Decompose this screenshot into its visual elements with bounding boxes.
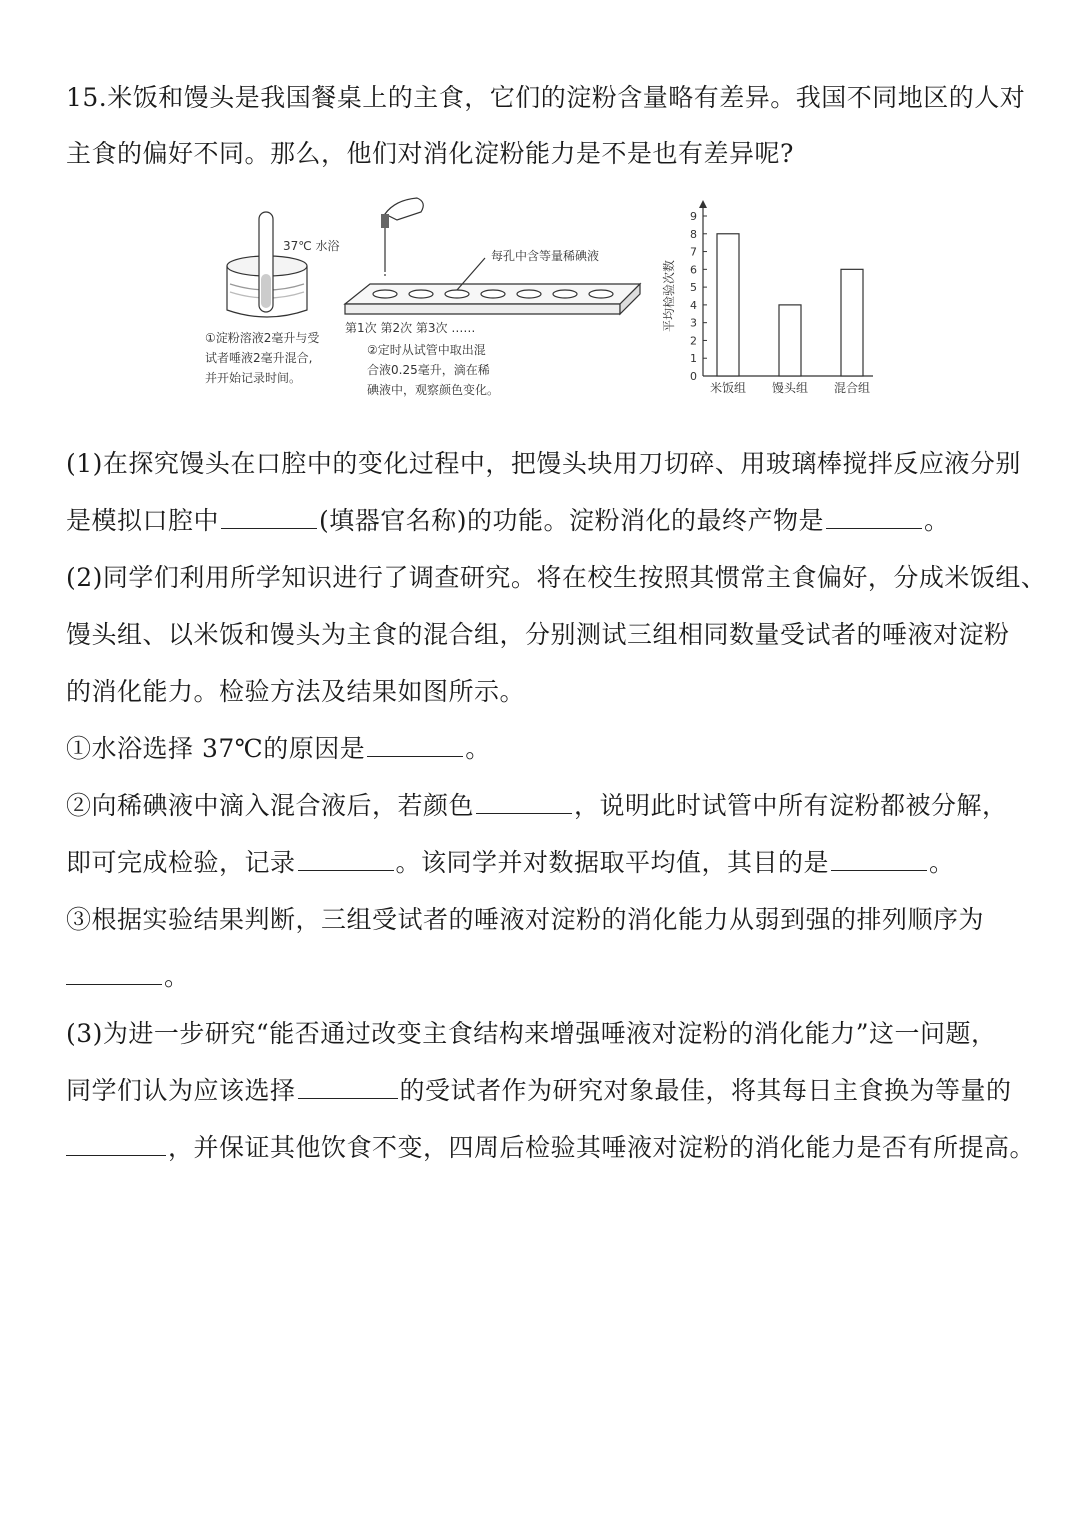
y-tick-label: 9 (690, 210, 697, 223)
sub-question-3-line2 (66, 961, 190, 993)
text-segment: 。 (929, 848, 955, 877)
water-bath-icon (227, 212, 307, 317)
spot-plate-icon (345, 258, 640, 314)
sub-question-2-line2 (66, 847, 955, 879)
y-tick-label: 1 (690, 352, 697, 366)
part2-line2: 馒头组、以米饭和馒头为主食的混合组，分别测试三组相同数量受试者的唾液对淀粉 (66, 620, 1010, 649)
text-segment: 。该同学并对数据取平均值，其目的是 (395, 848, 830, 877)
answer-blank-food[interactable] (66, 1133, 166, 1156)
sub-question-2-line1 (66, 790, 1008, 822)
answer-blank-organ[interactable] (221, 506, 317, 529)
sub-question-3-line1: ③根据实验结果判断，三组受试者的唾液对淀粉的消化能力从弱到强的排列顺序为 (66, 905, 985, 934)
bar (779, 305, 801, 376)
text-segment: ①水浴选择 37℃的原因是 (66, 734, 366, 763)
y-tick-label: 7 (690, 245, 697, 259)
category-label: 混合组 (833, 381, 871, 395)
step2-line1: ②定时从试管中取出混 (367, 343, 486, 357)
experiment-figure (195, 192, 885, 407)
category-label: 馒头组 (771, 381, 809, 395)
part2-line1: (2)同学们利用所学知识进行了调查研究。将在校生按照其惯常主食偏好，分成米饭组、 (66, 563, 1047, 592)
part1-line2 (66, 505, 950, 537)
y-tick-label: 6 (690, 263, 697, 277)
y-tick-label: 2 (690, 334, 697, 348)
y-tick-label: 5 (690, 281, 697, 295)
answer-blank-order[interactable] (66, 962, 162, 985)
step1-line1: ①淀粉溶液2毫升与受 (205, 331, 320, 345)
text-segment: 同学们认为应该选择 (66, 1076, 296, 1105)
y-tick-label: 4 (690, 298, 697, 312)
step2-line2: 合液0.25毫升，滴在稀 (367, 363, 490, 377)
step1-line3: 并开始记录时间。 (205, 371, 302, 385)
answer-blank-record[interactable] (298, 848, 394, 871)
answer-blank-subjects[interactable] (298, 1076, 398, 1099)
answer-blank-purpose[interactable] (831, 848, 927, 871)
answer-blank-color[interactable] (476, 791, 572, 814)
text-segment: ②向稀碘液中滴入混合液后，若颜色 (66, 791, 475, 820)
text-segment: (填器官名称)的功能。淀粉消化的最终产物是 (319, 506, 825, 535)
bar (717, 234, 739, 376)
trial-labels: 第1次 第2次 第3次 …… (345, 321, 476, 335)
part3-line2 (66, 1075, 1012, 1107)
part2-line3: 的消化能力。检验方法及结果如图所示。 (66, 677, 526, 706)
bath-label: 37℃ 水浴 (283, 239, 340, 253)
question-line-1: 15.米饭和馒头是我国餐桌上的主食，它们的淀粉含量略有差异。我国不同地区的人对 (66, 83, 1026, 112)
text-segment: ，并保证其他饮食不变，四周后检验其唾液对淀粉的消化能力是否有所提高。 (168, 1133, 1036, 1162)
y-tick-label: 0 (690, 370, 697, 383)
step1-line2: 试者唾液2毫升混合, (205, 351, 313, 365)
y-tick-label: 8 (690, 227, 697, 241)
answer-blank-reason[interactable] (367, 734, 463, 757)
y-tick-label: 3 (690, 316, 697, 330)
text-segment: 。 (924, 506, 950, 535)
text-segment: 是模拟口腔中 (66, 506, 220, 535)
bar-chart (661, 200, 873, 395)
text-segment: 即可完成检验，记录 (66, 848, 296, 877)
y-axis-label: 平均检验次数 (662, 259, 676, 333)
step2-line3: 碘液中，观察颜色变化。 (367, 383, 500, 397)
text-segment: ，说明此时试管中所有淀粉都被分解， (574, 791, 1008, 820)
part3-line1: (3)为进一步研究“能否通过改变主食结构来增强唾液对淀粉的消化能力”这一问题， (66, 1019, 997, 1048)
sub-question-1 (66, 733, 491, 765)
category-label: 米饭组 (709, 381, 747, 395)
dropper-icon (381, 198, 423, 278)
answer-blank-product[interactable] (826, 506, 922, 529)
plate-label: 每孔中含等量稀碘液 (491, 249, 600, 263)
y-axis-arrow-icon (699, 200, 707, 208)
bar (841, 269, 863, 376)
part1-line1: (1)在探究馒头在口腔中的变化过程中，把馒头块用刀切碎、用玻璃棒搅拌反应液分别 (66, 449, 1021, 478)
question-line-2: 主食的偏好不同。那么，他们对消化淀粉能力是不是也有差异呢? (66, 139, 794, 168)
text-segment: 。 (164, 962, 190, 991)
part3-line3 (66, 1132, 1035, 1164)
text-segment: 。 (465, 734, 491, 763)
text-segment: 的受试者作为研究对象最佳，将其每日主食换为等量的 (399, 1076, 1012, 1105)
